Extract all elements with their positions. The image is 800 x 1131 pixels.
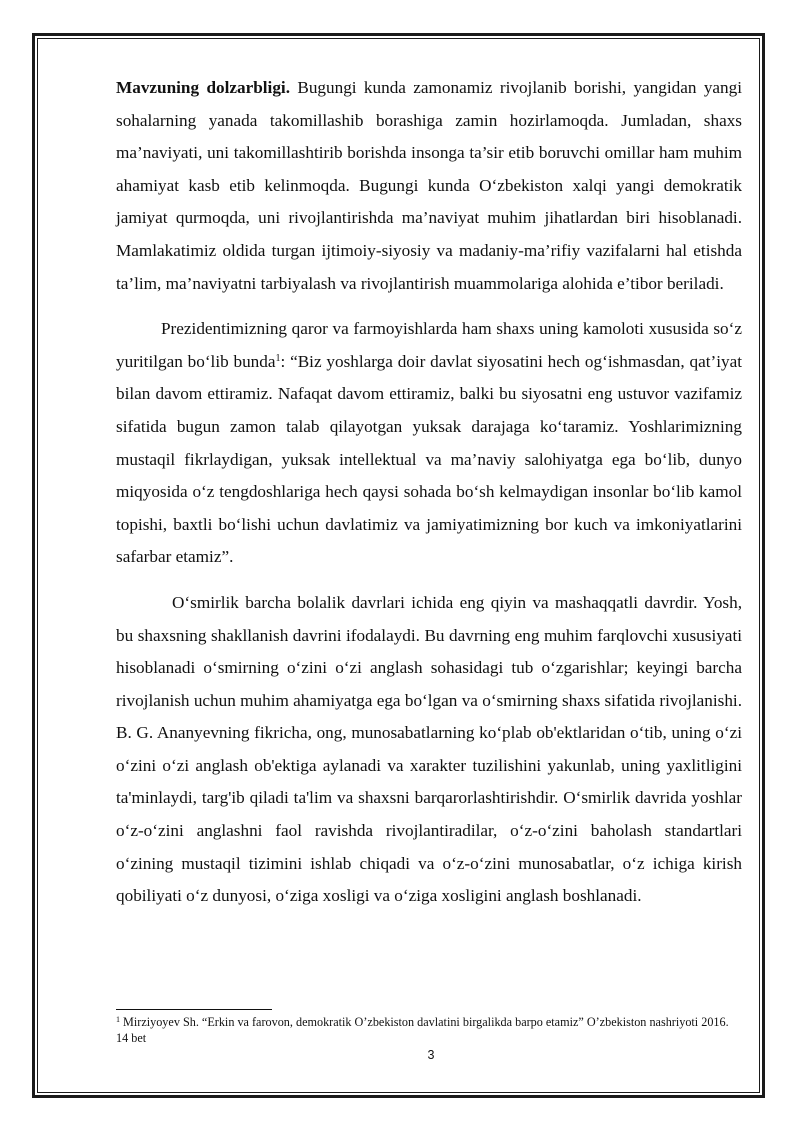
page-number: 3 xyxy=(427,1048,435,1062)
footnote-marker: 1 xyxy=(116,1015,120,1024)
paragraph-relevance xyxy=(116,72,742,300)
footnote-separator xyxy=(116,1009,272,1010)
paragraph-text: Bugungi kunda zamonamiz rivojlanib borishi, yangidan yangi sohalarning yanada takomillashib borashiga zamin hozirlamoqda. Jumladan, shaxs ma’naviyati, uni takomillashtirib borishda insonga ta’sir etib boruvchi omillar ham muhim ahamiyat kasb etib kelinmoqda. Bugungi kunda O‘zbekiston xalqi yangi demokratik jamiyat qurmoqda, uni rivojlantirishda ma’naviyat muhim jihatlardan biri hisoblanadi. Mamlakatimiz oldida turgan ijtimoiy-siyosiy va madaniy-ma’rifiy vazifalarni hal etishda ta’lim, ma’naviyatni tarbiyalash va rivojlantirish muammolariga alohida e’tibor beriladi. xyxy=(116,78,742,293)
paragraph-text: Prezidentimizning qaror va farmoyishlarda ham shaxs uning kamoloti xususida so‘z yuritilgan bo‘lib bunda xyxy=(116,319,742,371)
paragraph-text: : “Biz yoshlarga doir davlat siyosatini hech og‘ishmasdan, qat’iyat bilan davom ettiramiz. Nafaqat davom ettiramiz, balki bu siyosatni eng ustuvor vazifamiz sifatida bugun zamon talab qilayotgan yuksak darajaga ko‘taramiz. Yoshlarimizning mustaqil fikrlaydigan, yuksak intellektual va ma’naviy salohiyatga ega bo‘lib, dunyo miqyosida o‘z tengdoshlariga hech qaysi sohada bo‘sh kelmaydigan insonlar bo‘lib kamol topishi, baxtli bo‘lishi uchun davlatimiz va jamiyatimizning bor kuch va imkoniyatlarini safarbar etamiz”. xyxy=(116,351,742,567)
paragraph-adolescence xyxy=(116,587,742,913)
footnote-text: Mirziyoyev Sh. “Erkin va farovon, demokratik O’zbekiston davlatini birgalikda barpo etamiz” O’zbekiston nashriyoti 2016. 14 bet xyxy=(116,1015,729,1045)
footnote xyxy=(116,1015,742,1046)
paragraph-text: O‘smirlik barcha bolalik davrlari ichida eng qiyin va mashaqqatli davrdir. Yosh, bu shaxsning shakllanish davrini ifodalaydi. Bu davrning eng muhim farqlovchi xususiyati hisoblanadi o‘smirning o‘zini o‘zi anglash sohasidagi tub o‘zgarishlar; keyingi barcha rivojlanish uchun muhim ahamiyatga ega bo‘lgan va o‘smirning shaxs sifatida rivojlanishi. B. G. Ananyevning fikricha, ong, munosabatlarning ko‘plab ob'ektlaridan o‘tib, uning o‘zi o‘zini o‘zi anglash ob'ektiga aylanadi va xarakter tuzilishini yakunlab, uning yaxlitligini ta'minlaydi, targ'ib qiladi ta'lim va shaxsni barqarorlashtirishdir. O‘smirlik davrida yoshlar o‘z-o‘zini anglashni faol ravishda rivojlantiradilar, o‘z-o‘zini baholash standartlari o‘zining mustaqil tizimini ishlab chiqadi va o‘z-o‘zini munosabatlar, o‘z ichiga kirish qobiliyati o‘z dunyosi, o‘ziga xosligi va o‘ziga xosligini anglash boshlanadi. xyxy=(116,592,742,906)
paragraph-presidential-quote xyxy=(116,313,742,574)
paragraph-lead-heading: Mavzuning dolzarbligi. xyxy=(116,78,290,97)
footnote-reference[interactable]: 1 xyxy=(275,352,281,364)
document-body xyxy=(116,72,742,913)
